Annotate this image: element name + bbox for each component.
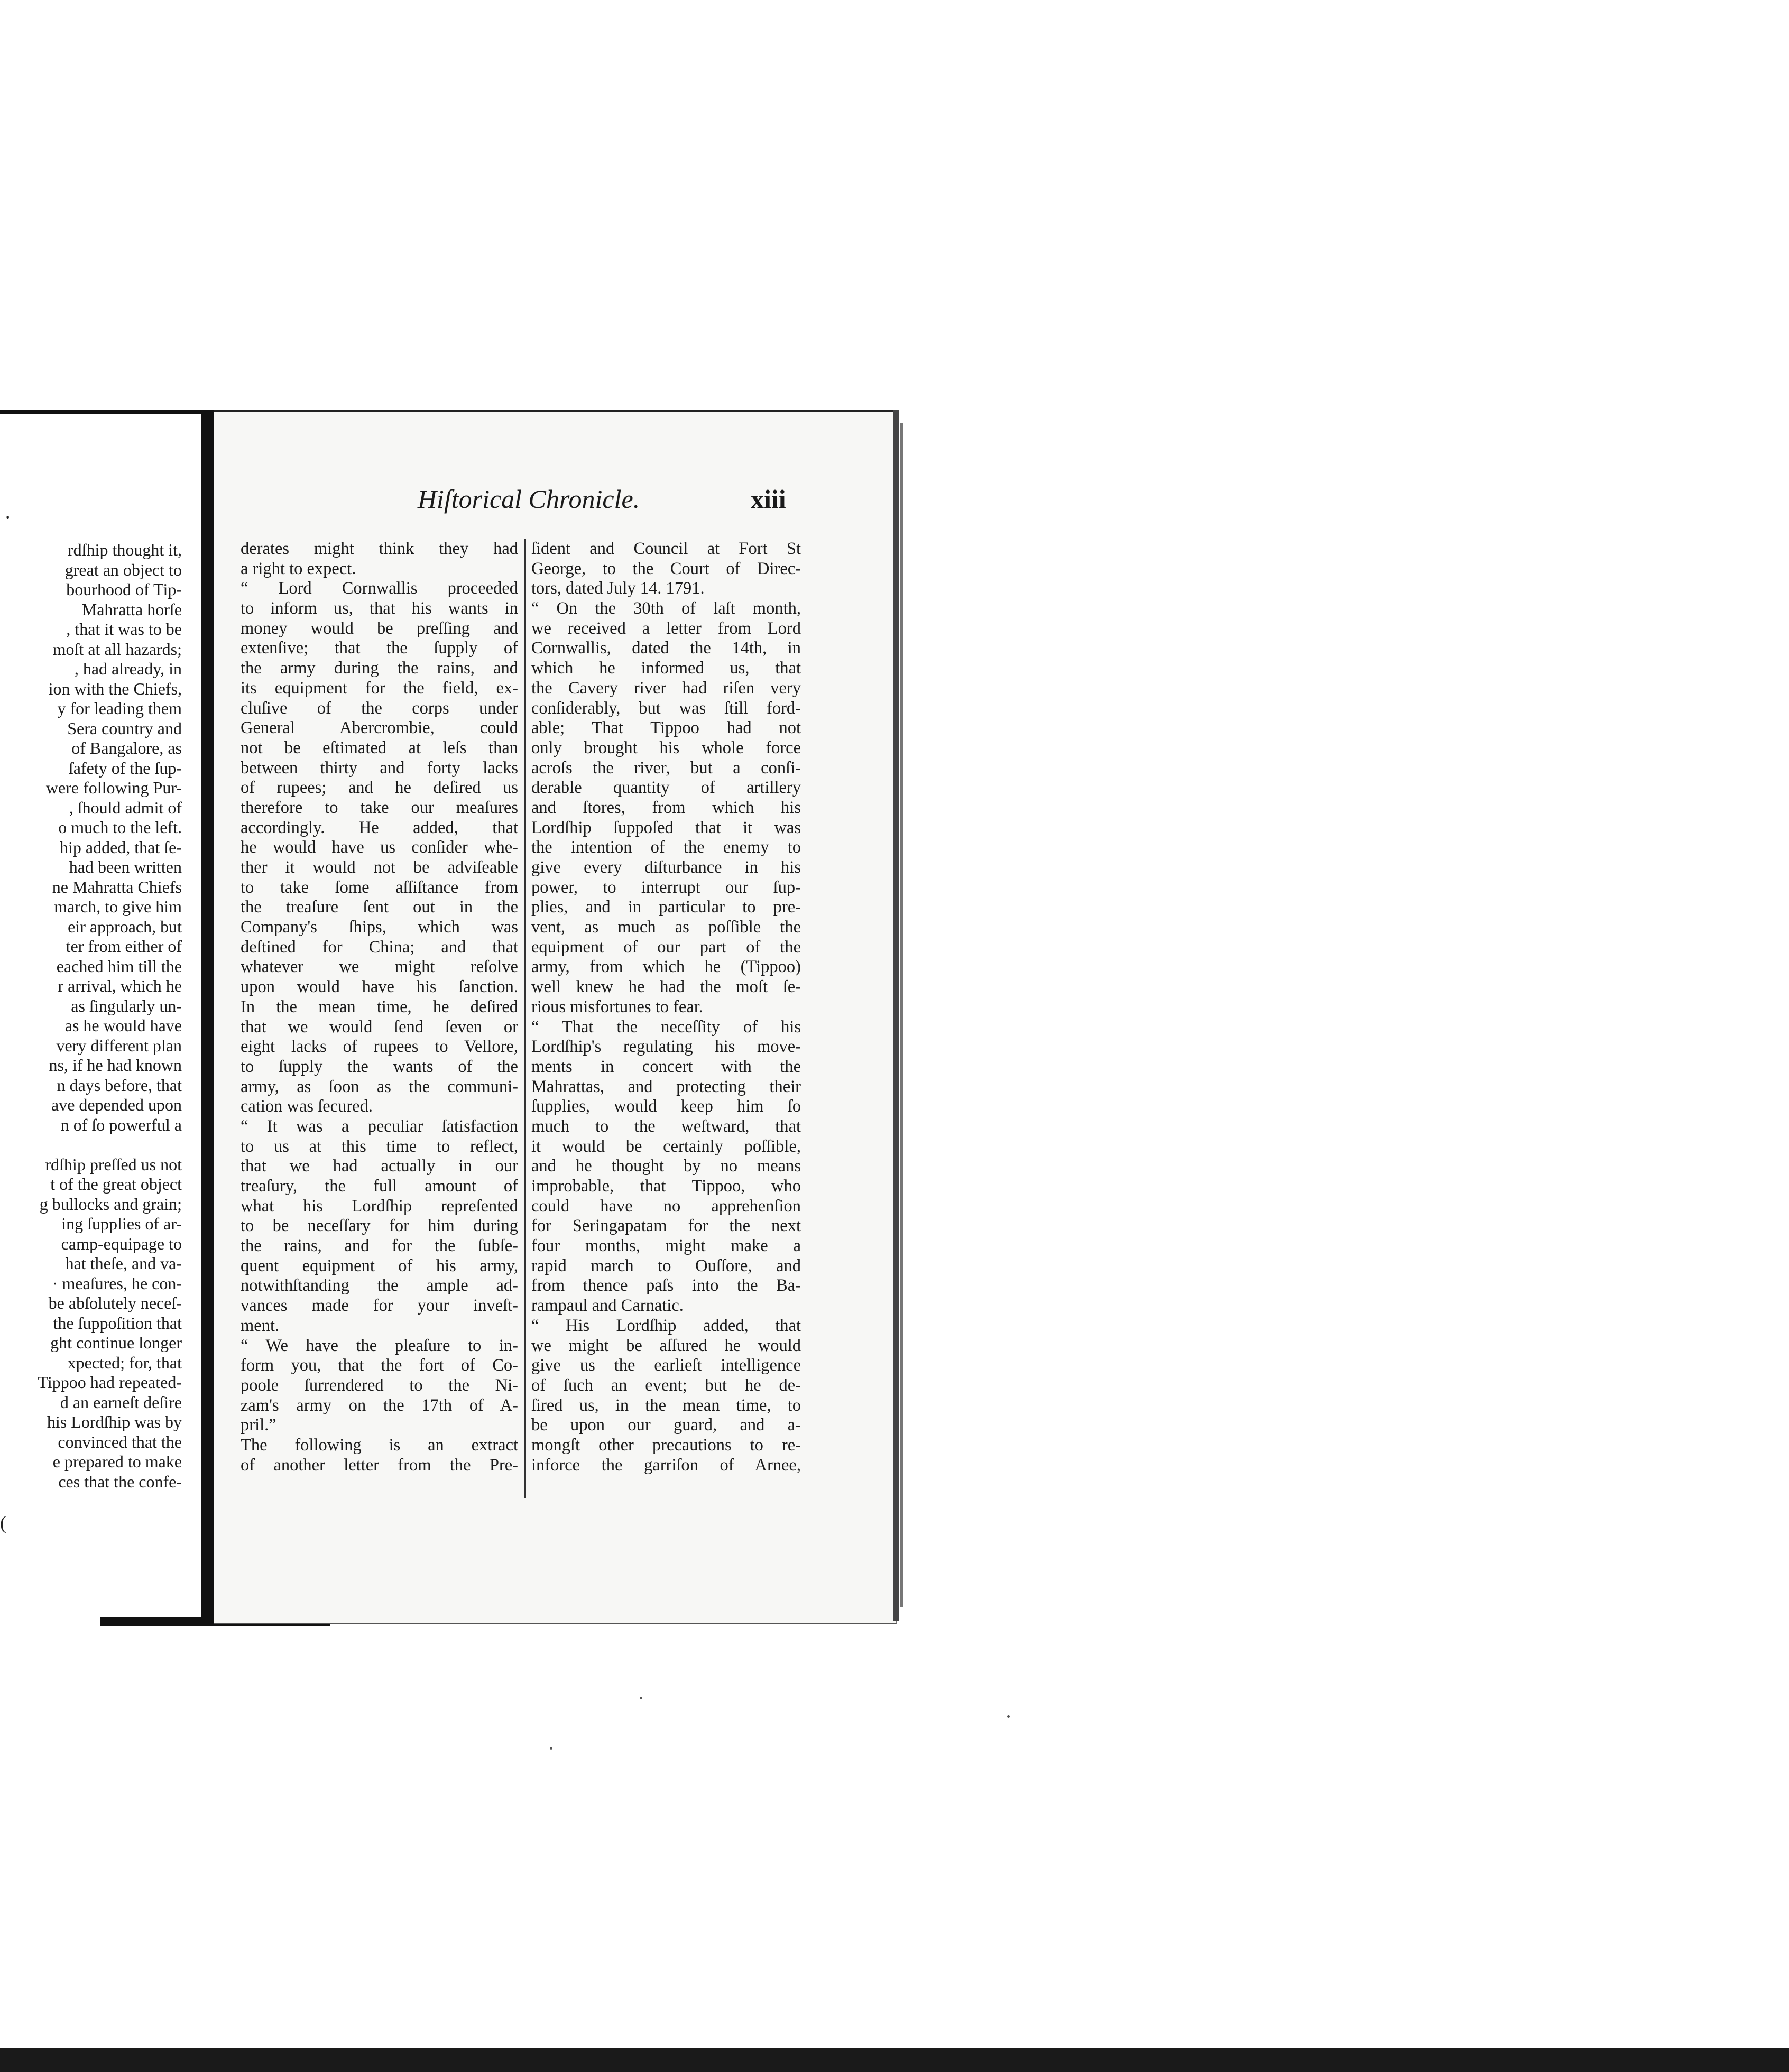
text-line: for Seringapatam for the next xyxy=(531,1216,801,1236)
text-line: Mahrattas, and protecting their xyxy=(531,1077,801,1096)
text-column-2 xyxy=(531,539,801,1475)
text-line: “ That the neceſſity of his xyxy=(531,1017,801,1037)
page-edge-inner xyxy=(900,423,903,1607)
text-line: n days before, that xyxy=(57,1075,182,1095)
text-line: General Abercrombie, could xyxy=(241,718,518,738)
text-line: ion with the Chiefs, xyxy=(48,679,182,698)
text-line: eight lacks of rupees to Vellore, xyxy=(241,1037,518,1057)
text-line: power, to interrupt our ſup- xyxy=(531,877,801,897)
text-line xyxy=(0,1135,182,1155)
text-line: ments in concert with the xyxy=(531,1057,801,1076)
text-line: e prepared to make xyxy=(52,1452,182,1471)
text-line: vent, as much as poſſible the xyxy=(531,918,801,937)
text-line: whatever we might reſolve xyxy=(241,957,518,977)
page-edge xyxy=(893,410,899,1621)
text-line: Mahratta horſe xyxy=(81,599,182,619)
text-line: Company's ſhips, which was xyxy=(241,918,518,937)
text-line: the Cavery river had riſen very xyxy=(531,678,801,698)
text-line: give us the earlieſt intelligence xyxy=(531,1356,801,1375)
text-line: poole ſurrendered to the Ni- xyxy=(241,1375,518,1395)
text-line: the ſuppoſition that xyxy=(53,1313,182,1333)
text-line: accordingly. He added, that xyxy=(241,818,518,837)
text-line: xpected; for, that xyxy=(67,1353,182,1372)
text-line: to take ſome aſſiſtance from xyxy=(241,877,518,897)
text-line: the army during the rains, and xyxy=(241,659,518,678)
text-line: to be neceſſary for him during xyxy=(241,1216,518,1236)
text-line: of ſuch an event; but he de- xyxy=(531,1375,801,1395)
text-line: great an object to xyxy=(64,560,182,579)
text-line: moſt at all hazards; xyxy=(52,639,182,659)
running-head-title: Hiſtorical Chronicle. xyxy=(417,484,640,514)
text-line: as he would have xyxy=(64,1016,182,1035)
text-line: deſtined for China; and that xyxy=(241,937,518,957)
text-line: army, from which he (Tippoo) xyxy=(531,957,801,977)
text-line: we might be aſſured he would xyxy=(531,1336,801,1355)
text-line: , ſhould admit of xyxy=(69,798,182,817)
text-line: n of ſo powerful a xyxy=(60,1115,182,1134)
left-page-header-fragment: · xyxy=(4,505,12,529)
text-line: not be eſtimated at leſs than xyxy=(241,738,518,757)
text-line: what his Lordſhip repreſented xyxy=(241,1196,518,1216)
text-line: only brought his whole force xyxy=(531,738,801,757)
text-line: a right to expect. xyxy=(241,559,356,578)
text-line: “ We have the pleaſure to in- xyxy=(241,1336,518,1355)
text-line: much to the weſtward, that xyxy=(531,1116,801,1136)
text-line: g bullocks and grain; xyxy=(39,1194,182,1214)
text-line: to inform us, that his wants in xyxy=(241,599,518,618)
left-page-column xyxy=(0,540,182,1492)
text-line: rdſhip preſſed us not xyxy=(45,1154,182,1174)
text-line: ment. xyxy=(241,1316,280,1335)
text-line: that we had actually in our xyxy=(241,1157,518,1176)
text-line: In the mean time, he deſired xyxy=(241,997,518,1016)
text-line: ſident and Council at Fort St xyxy=(531,539,801,558)
text-line: therefore to take our meaſures xyxy=(241,798,518,817)
text-line: be upon our guard, and a- xyxy=(531,1416,801,1435)
text-line: “ It was a peculiar ſatisfaction xyxy=(241,1116,518,1136)
text-line: well knew he had the moſt ſe- xyxy=(531,977,801,997)
text-line: could have no apprehenſion xyxy=(531,1196,801,1216)
text-line: r arrival, which he xyxy=(58,976,182,995)
text-line: zam's army on the 17th of A- xyxy=(241,1395,518,1415)
text-line: George, to the Court of Direc- xyxy=(531,559,801,578)
text-line: between thirty and forty lacks xyxy=(241,758,518,778)
text-line: Lordſhip's regulating his move- xyxy=(531,1037,801,1057)
text-line: ter from either of xyxy=(66,937,182,956)
text-line: upon would have his ſanction. xyxy=(241,977,518,997)
text-line: bourhood of Tip- xyxy=(66,580,182,599)
text-line: had been written xyxy=(69,857,182,876)
text-line: we received a letter from Lord xyxy=(531,618,801,638)
text-column-1 xyxy=(241,539,518,1475)
text-line: ing ſupplies of ar- xyxy=(61,1214,182,1233)
scan-bottom-edge xyxy=(0,2048,1789,2072)
text-line: convinced that the xyxy=(58,1432,182,1451)
text-line: pril.” xyxy=(241,1416,276,1435)
text-line: quent equipment of his army, xyxy=(241,1256,518,1275)
text-line: The following is an extract xyxy=(241,1435,518,1455)
text-line: that we would ſend ſeven or xyxy=(241,1017,518,1037)
left-page-margin-mark: ( xyxy=(0,1512,6,1533)
text-line: tors, dated July 14. 1791. xyxy=(531,579,705,598)
text-line: its equipment for the field, ex- xyxy=(241,678,518,698)
text-line: rapid march to Ouſſore, and xyxy=(531,1256,801,1275)
text-line: t of the great object xyxy=(50,1174,182,1194)
text-line: rious misfortunes to fear. xyxy=(531,997,703,1016)
text-line: be abſolutely neceſ- xyxy=(48,1293,182,1312)
text-line: hip added, that ſe- xyxy=(59,837,182,857)
text-line: · meaſures, he con- xyxy=(52,1273,182,1293)
text-line: hat theſe, and va- xyxy=(65,1254,182,1273)
text-line: able; That Tippoo had not xyxy=(531,718,801,738)
text-line: ſafety of the ſup- xyxy=(68,758,182,778)
text-line: ſupplies, would keep him ſo xyxy=(531,1097,801,1116)
text-line: ns, if he had known xyxy=(49,1056,182,1075)
text-line: derable quantity of artillery xyxy=(531,778,801,798)
text-line: the intention of the enemy to xyxy=(531,838,801,857)
text-line: ces that the confe- xyxy=(58,1472,182,1491)
text-line: it would be certainly poſſible, xyxy=(531,1136,801,1156)
text-line: very different plan xyxy=(56,1035,182,1055)
text-line: give every diſturbance in his xyxy=(531,858,801,877)
text-line: ſired us, in the mean time, to xyxy=(531,1395,801,1415)
text-line: y for leading them xyxy=(57,699,182,718)
text-line: from thence paſs into the Ba- xyxy=(531,1276,801,1296)
text-line: conſiderably, but was ſtill ford- xyxy=(531,698,801,718)
text-line: “ His Lordſhip added, that xyxy=(531,1316,801,1335)
text-line: , had already, in xyxy=(74,659,182,678)
text-line: Tippoo had repeated- xyxy=(38,1373,182,1392)
text-line: rdſhip thought it, xyxy=(68,540,182,559)
text-line: derates might think they had xyxy=(241,539,518,558)
text-line: form you, that the fort of Co- xyxy=(241,1356,518,1375)
left-page-top-rule xyxy=(0,410,222,414)
text-line: march, to give him xyxy=(54,897,182,916)
text-line: ne Mahratta Chiefs xyxy=(52,877,182,896)
text-line: treaſury, the full amount of xyxy=(241,1177,518,1196)
text-line: Lordſhip ſuppoſed that it was xyxy=(531,818,801,837)
text-line: ther it would not be adviſeable xyxy=(241,858,518,877)
text-line: plies, and in particular to pre- xyxy=(531,898,801,917)
text-line: eir approach, but xyxy=(68,917,182,936)
text-line: were following Pur- xyxy=(45,778,182,797)
text-line: his Lordſhip was by xyxy=(47,1412,182,1431)
text-line: camp-equipage to xyxy=(61,1234,182,1253)
text-line: cation was ſecured. xyxy=(241,1097,373,1116)
text-line: rampaul and Carnatic. xyxy=(531,1296,684,1316)
text-line: ght continue longer xyxy=(50,1333,182,1352)
text-line: he would have us conſider whe- xyxy=(241,838,518,857)
text-line: as ſingularly un- xyxy=(71,996,182,1015)
text-line: cluſive of the corps under xyxy=(241,698,518,718)
text-line: the treaſure ſent out in the xyxy=(241,898,518,917)
column-divider xyxy=(524,539,526,1498)
text-line: and ſtores, from which his xyxy=(531,798,801,817)
text-line: extenſive; that the ſupply of xyxy=(241,639,518,658)
text-line: acroſs the river, but a conſi- xyxy=(531,758,801,778)
scan-speck xyxy=(640,1697,642,1699)
text-line: to us at this time to reflect, xyxy=(241,1136,518,1156)
text-line: which he informed us, that xyxy=(531,659,801,678)
scan-speck xyxy=(550,1747,552,1750)
text-line: “ Lord Cornwallis proceeded xyxy=(241,579,518,598)
text-line: d an earneſt deſire xyxy=(60,1392,182,1412)
text-line: Cornwallis, dated the 14th, in xyxy=(531,639,801,658)
text-line: ave depended upon xyxy=(51,1095,182,1114)
text-line: , that it was to be xyxy=(66,619,182,639)
text-line: “ On the 30th of laſt month, xyxy=(531,599,801,618)
text-line: mongſt other precautions to re- xyxy=(531,1435,801,1455)
text-line: vances made for your inveſt- xyxy=(241,1296,518,1316)
text-line: the rains, and for the ſubſe- xyxy=(241,1236,518,1256)
text-line: notwithſtanding the ample ad- xyxy=(241,1276,518,1296)
text-line: of another letter from the Pre- xyxy=(241,1455,518,1475)
scan-speck xyxy=(1007,1715,1010,1718)
text-line: money would be preſſing and xyxy=(241,618,518,638)
text-line: inforce the garriſon of Arnee, xyxy=(531,1455,801,1475)
book-gutter xyxy=(201,412,215,1623)
text-line: army, as ſoon as the communi- xyxy=(241,1077,518,1096)
text-line: eached him till the xyxy=(56,956,182,976)
text-line: to ſupply the wants of the xyxy=(241,1057,518,1076)
text-line: o much to the left. xyxy=(58,818,182,837)
text-line: four months, might make a xyxy=(531,1236,801,1256)
text-line: of rupees; and he deſired us xyxy=(241,778,518,798)
text-line: and he thought by no means xyxy=(531,1157,801,1176)
text-line: equipment of our part of the xyxy=(531,937,801,957)
text-line: Sera country and xyxy=(67,718,182,738)
page-number: xiii xyxy=(751,484,786,514)
text-line: improbable, that Tippoo, who xyxy=(531,1177,801,1196)
text-line: of Bangalore, as xyxy=(71,738,182,757)
